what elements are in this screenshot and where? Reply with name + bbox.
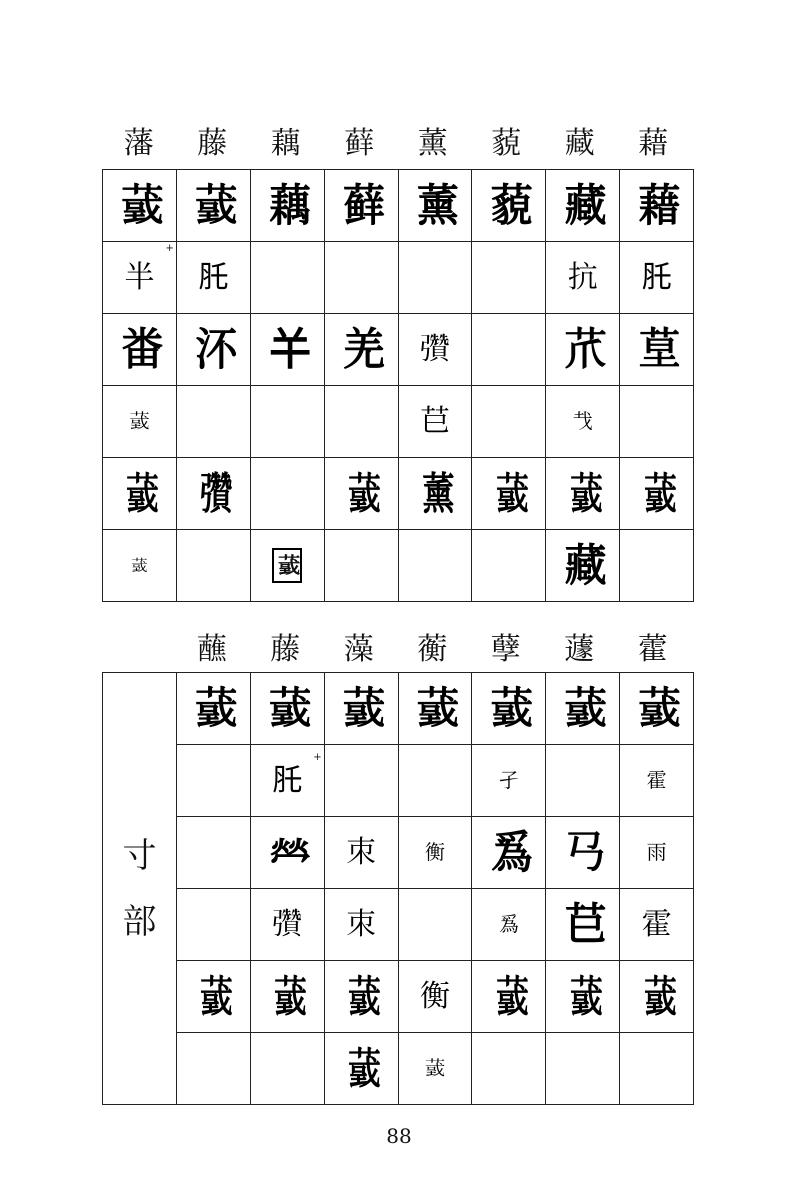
glyph: 藓: [343, 179, 380, 231]
glyph: 𦸴: [129, 409, 150, 433]
header-char: 藉: [638, 126, 669, 161]
grid-row: [103, 961, 694, 1033]
grid-cell: [250, 530, 324, 602]
grid-cell: [398, 530, 472, 602]
grid-cell: [620, 889, 694, 961]
glyph: 𤔡: [490, 826, 527, 878]
grid-row: [103, 1033, 694, 1105]
plus-mark: +: [165, 243, 174, 254]
radical-label-cell: [103, 673, 177, 1105]
header-char: 薰: [417, 126, 448, 161]
grid-cell: [546, 530, 620, 602]
glyph: 𦸴: [496, 467, 522, 519]
glyph: 藉: [638, 179, 675, 231]
grid-cell: [324, 458, 398, 530]
grid-cell: [250, 817, 324, 889]
grid-cell: [176, 242, 250, 314]
glyph: 𦘴: [641, 259, 672, 295]
glyph: 𦘴: [198, 259, 229, 295]
grid-cell: [472, 673, 546, 745]
grid-cell: [546, 314, 620, 386]
glyph: 𦸴: [564, 682, 601, 734]
glyph: 𦸴: [424, 1056, 445, 1080]
grid-cell: [250, 673, 324, 745]
glyph: 𦸴: [416, 682, 453, 734]
glyph: 抗: [567, 259, 598, 295]
grid-cell: [620, 314, 694, 386]
glyph: 𦸴: [638, 682, 675, 734]
grid-cell: [620, 1033, 694, 1105]
grid-cell: [324, 961, 398, 1033]
grid-cell: [176, 673, 250, 745]
grid-row: [103, 458, 694, 530]
grid-cell: [546, 673, 620, 745]
glyph: 𦸴: [131, 556, 148, 575]
grid-cell: [324, 1033, 398, 1105]
glyph: 薰: [416, 179, 453, 231]
glyph: 孑: [498, 768, 519, 792]
grid-cell: [398, 314, 472, 386]
grid-cell: [546, 458, 620, 530]
glyph: 𦬊: [564, 898, 601, 950]
glyph: 𦸴: [348, 467, 374, 519]
grid-cell: [103, 314, 177, 386]
grid-cell: [620, 242, 694, 314]
grid-cell: [472, 817, 546, 889]
grid-cell: [176, 1033, 250, 1105]
glyph: 𢆉: [269, 323, 306, 375]
glyph: 𦸴: [126, 467, 153, 519]
page-number: 88: [386, 1124, 412, 1148]
glyph: 衡: [424, 840, 445, 864]
grid-cell: [103, 458, 177, 530]
grid-cell: [472, 314, 546, 386]
grid-cell: [398, 745, 472, 817]
glyph: 半: [124, 259, 155, 295]
glyph: 𦸴: [490, 682, 527, 734]
glyph: 𦸴: [274, 970, 300, 1022]
glyph: 㳅: [195, 323, 232, 375]
grid-cell: [546, 961, 620, 1033]
glyph: 𦸴: [272, 548, 302, 583]
grid-cell: [176, 530, 250, 602]
grid-cell: [250, 314, 324, 386]
glyph: 霍: [641, 906, 672, 942]
grid-cell: [398, 170, 472, 242]
grid-cell: [472, 745, 546, 817]
grid-cell: [324, 745, 398, 817]
grid-cell: [472, 170, 546, 242]
glyph: 𦸴: [195, 179, 232, 231]
glyph: 藕: [269, 179, 306, 231]
glyph: 𦯖: [638, 323, 675, 375]
glyph: 𦸴: [496, 970, 522, 1022]
grid-cell: [250, 170, 324, 242]
header-char: 藤: [270, 632, 301, 667]
glyph: 𤔡: [498, 912, 519, 936]
grid-cell: [546, 889, 620, 961]
glyph: 𦬊: [419, 403, 450, 439]
header-char: 藤: [197, 126, 228, 161]
grid-cell: [324, 817, 398, 889]
glyph: 藏: [564, 539, 601, 591]
grid-cell: [324, 170, 398, 242]
grid-cell: [472, 530, 546, 602]
glyph: 𦸴: [643, 467, 670, 519]
grid-cell: [472, 242, 546, 314]
grid-cell: [176, 889, 250, 961]
grid-cell: [250, 386, 324, 458]
grid-cell: [324, 242, 398, 314]
grid-cell: [546, 170, 620, 242]
glyph: 𢑊: [272, 906, 303, 942]
grid-cell: [176, 817, 250, 889]
glyph: 𦸴: [343, 682, 380, 734]
bottom-header-row: [175, 632, 690, 668]
grid-row: [103, 817, 694, 889]
glyph: 藐: [490, 179, 527, 231]
glyph: 朿: [346, 906, 377, 942]
grid-cell: [176, 458, 250, 530]
grid-cell: [546, 1033, 620, 1105]
grid-row: [103, 745, 694, 817]
glyph: 𦸴: [195, 682, 232, 734]
header-char: 孽: [490, 632, 521, 667]
glyph: 𦸴: [269, 682, 306, 734]
grid-row: [103, 673, 694, 745]
grid-cell: [398, 386, 472, 458]
grid-cell: [250, 242, 324, 314]
plus-mark: +: [313, 752, 322, 763]
grid-cell: [472, 1033, 546, 1105]
grid-cell: [546, 386, 620, 458]
glyph: 𢑊: [419, 331, 450, 367]
grid-row: [103, 170, 694, 242]
header-char: 藩: [123, 126, 154, 161]
bottom-character-grid: [102, 672, 694, 1105]
top-header-row: [102, 126, 690, 162]
grid-cell: [472, 889, 546, 961]
grid-cell: [398, 817, 472, 889]
header-char: 藕: [270, 126, 301, 161]
glyph: 𢑊: [200, 467, 227, 519]
header-char: 藻: [343, 632, 374, 667]
glyph: 霍: [646, 768, 667, 792]
grid-cell: [398, 1033, 472, 1105]
header-char: 蘧: [564, 632, 595, 667]
glyph: 薰: [422, 467, 448, 519]
grid-cell: [324, 314, 398, 386]
grid-cell: [472, 961, 546, 1033]
glyph: 𦸴: [200, 970, 227, 1022]
header-char: 蘅: [417, 632, 448, 667]
grid-row: [103, 314, 694, 386]
grid-cell: [250, 961, 324, 1033]
grid-cell: [103, 530, 177, 602]
glyph: 𢎘: [564, 826, 601, 878]
grid-cell: [398, 242, 472, 314]
glyph: 畨: [121, 323, 158, 375]
glyph: 𦬔: [564, 323, 601, 375]
glyph: 𦸴: [569, 970, 596, 1022]
grid-cell: [324, 673, 398, 745]
header-char: 藓: [344, 126, 375, 161]
glyph: 𤇾: [269, 826, 306, 878]
grid-cell: [176, 745, 250, 817]
grid-cell: [324, 386, 398, 458]
grid-cell: [546, 242, 620, 314]
grid-cell: [398, 673, 472, 745]
grid-cell: [398, 961, 472, 1033]
grid-cell: [324, 889, 398, 961]
grid-cell: [620, 458, 694, 530]
grid-cell: [620, 961, 694, 1033]
grid-cell: [103, 386, 177, 458]
header-char: 藏: [564, 126, 595, 161]
glyph: 𦸴: [569, 467, 596, 519]
header-char: 藐: [491, 126, 522, 161]
glyph: 朿: [346, 834, 377, 870]
grid-cell: [176, 170, 250, 242]
glyph: 雨: [646, 840, 667, 864]
grid-cell: [620, 673, 694, 745]
grid-cell: [324, 530, 398, 602]
header-char: 蘸: [196, 632, 227, 667]
grid-row: [103, 386, 694, 458]
glyph: 𦸴: [348, 1042, 374, 1094]
grid-cell: [250, 889, 324, 961]
grid-cell: [103, 242, 177, 314]
top-character-grid: [102, 169, 694, 602]
grid-cell: [250, 458, 324, 530]
grid-cell: [620, 745, 694, 817]
grid-row: [103, 889, 694, 961]
grid-cell: [398, 889, 472, 961]
grid-cell: [250, 745, 324, 817]
glyph: 藏: [564, 179, 601, 231]
glyph: 衡: [419, 978, 450, 1014]
grid-row: [103, 242, 694, 314]
glyph: 𦘴: [272, 762, 303, 798]
glyph: 𢦏: [572, 409, 593, 433]
grid-cell: [103, 170, 177, 242]
grid-cell: [472, 458, 546, 530]
grid-cell: [546, 745, 620, 817]
glyph: 羌: [343, 323, 380, 375]
glyph: 𦸴: [121, 179, 158, 231]
grid-cell: [398, 458, 472, 530]
header-char: 藿: [637, 632, 668, 667]
grid-row: [103, 530, 694, 602]
radical-label-char: 部: [122, 901, 157, 942]
grid-cell: [620, 170, 694, 242]
grid-cell: [472, 386, 546, 458]
grid-cell: [176, 314, 250, 386]
glyph: 𦸴: [348, 970, 374, 1022]
grid-cell: [176, 961, 250, 1033]
grid-cell: [620, 386, 694, 458]
radical-label-char: 寸: [122, 835, 157, 876]
grid-cell: [620, 530, 694, 602]
glyph: 𦸴: [643, 970, 670, 1022]
grid-cell: [176, 386, 250, 458]
grid-cell: [620, 817, 694, 889]
grid-cell: [546, 817, 620, 889]
grid-cell: [250, 1033, 324, 1105]
